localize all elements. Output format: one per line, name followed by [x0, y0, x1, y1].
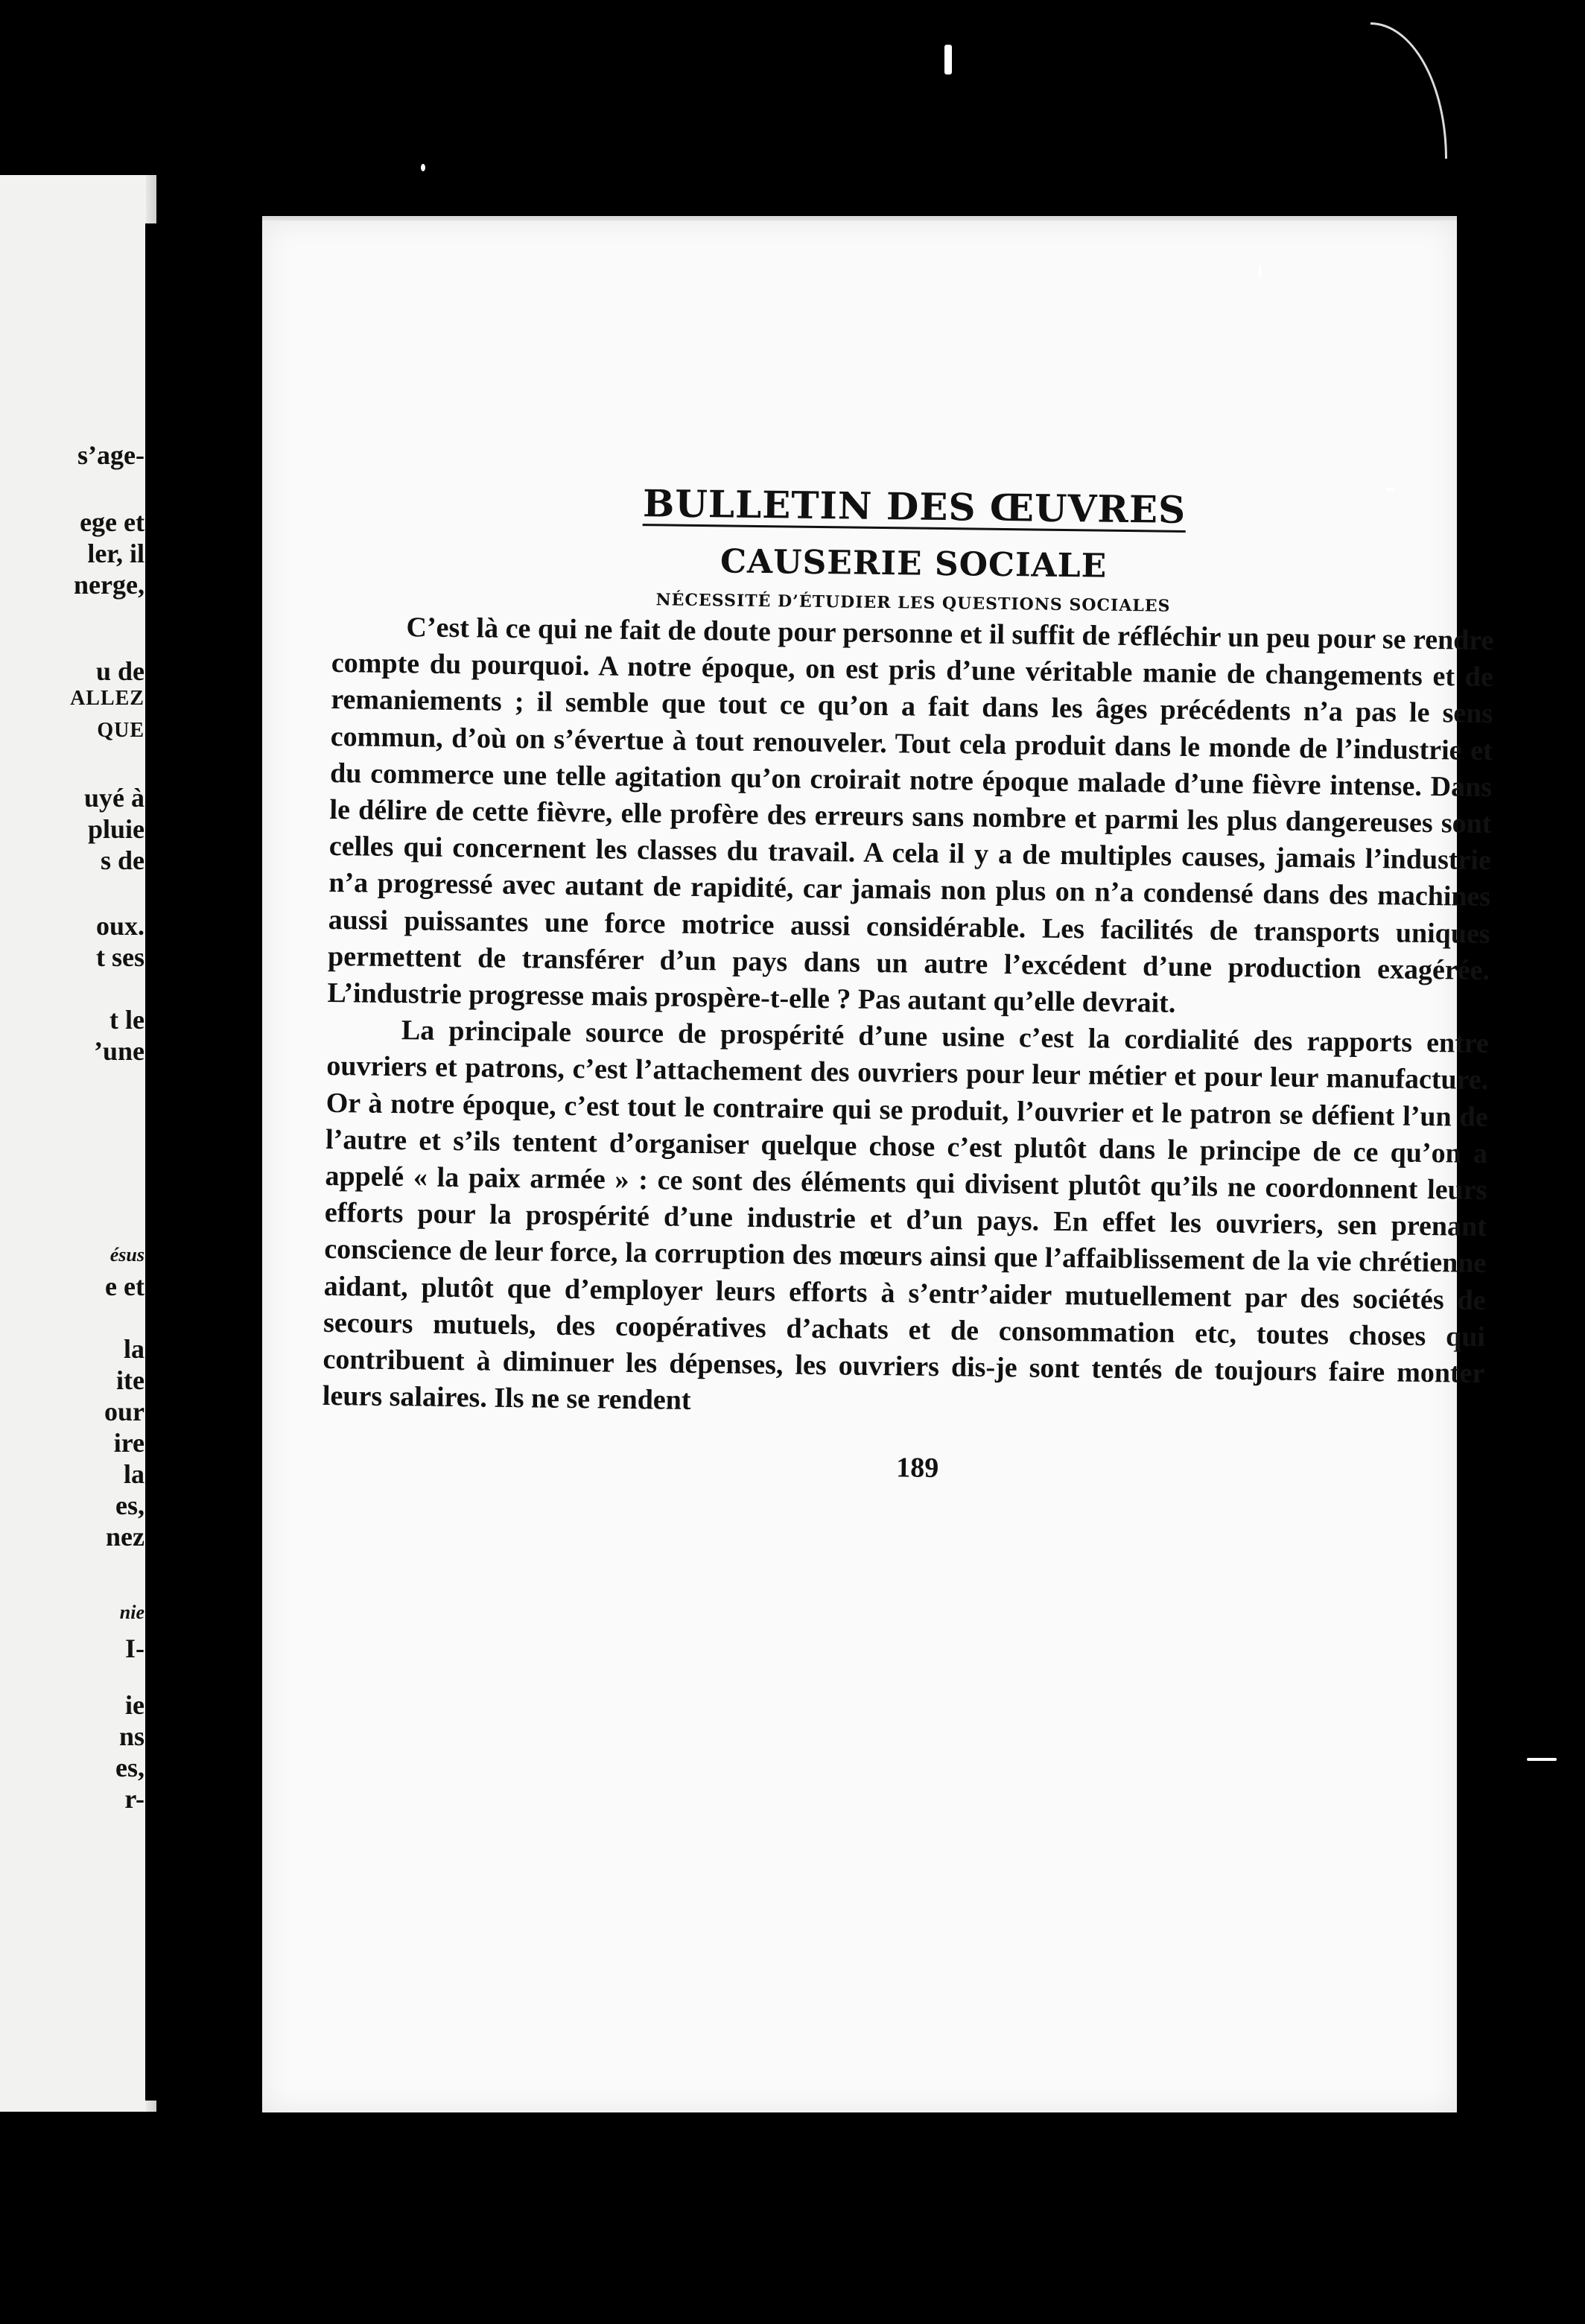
book-page	[262, 220, 1494, 2112]
facing-page-fragment	[0, 175, 156, 2112]
facing-page-line: ire	[113, 1428, 144, 1458]
article-subtitle: NÉCESSITÉ D’ÉTUDIER LES QUESTIONS SOCIALES	[655, 590, 1171, 616]
facing-page-line: ’une	[93, 1036, 144, 1066]
section-title: CAUSERIE SOCIALE	[720, 542, 1108, 585]
journal-title: BULLETIN DES ŒUVRES	[642, 481, 1187, 532]
facing-page-line: t ses	[96, 942, 144, 972]
facing-page-line: la	[123, 1459, 144, 1489]
facing-page-line: nie	[119, 1601, 144, 1623]
facing-page-line: ésus	[109, 1244, 144, 1266]
paragraph: La principale source de prospérité d’une usine c’est la cordialité des rapports entre ouvriers et patrons, c’est l’attachement des ouvriers pour leur métier et pour leur manufacture. Or à notre époque, c’est tout le contraire qui se produit, l’ouvrier et le patron se défient l’un de l’autre et s’ils tentent d’organiser quelque chose c’est plutôt dans le principe de ce qu’on a appelé « la paix armée » : ce sont des éléments qui divisent plutôt qu’ils ne coordonnent leurs efforts pour la prospérité d’une industrie et d’un pays. En effet les ouvriers, sen prenant conscience de leur force, la corruption des mœurs ainsi que l’affaiblissement de la vie chrétienne aidant, plutôt que d’employer leurs efforts à s’entr’aider mutuellement par des sociétés de secours mutuels, des coopératives d’achats et de consommation etc, toutes choses qui contribuent à diminuer les dépenses, les ouvriers dis-je sont tentés de toujours faire monter leurs salaires. Ils ne se rendent	[322, 1015, 1490, 1417]
facing-page-line: la	[123, 1334, 144, 1364]
book-gutter	[145, 223, 175, 2101]
facing-page-line: es,	[115, 1753, 144, 1782]
film-speck	[421, 164, 425, 171]
facing-page-line: ege et	[80, 507, 144, 537]
facing-page-line: r-	[124, 1784, 144, 1814]
facing-page-line: s’age-	[77, 440, 144, 470]
facing-page-line: uyé à	[84, 783, 144, 813]
facing-page-line: pluie	[87, 814, 144, 844]
facing-page-line: oux.	[95, 911, 144, 941]
film-speck	[1385, 488, 1394, 491]
film-speck	[1259, 264, 1262, 278]
facing-page-line: ie	[125, 1690, 144, 1720]
facing-page-line: ler, il	[87, 539, 144, 568]
facing-page-line: s de	[100, 845, 144, 875]
paragraph: C’est là ce qui ne fait de doute pour personne et il suffit de réfléchir un peu pour se rendre compte du pourquoi. A notre époque, on est pris d’une véritable manie de changements et de remaniements ; il semble que tout ce qu’on a fait dans les âges précédents n’a pas le sens commun, d’où on s’évertue à tout renouveler. Tout cela produit dans le monde de l’industrie et du commerce une telle agitation qu’on croirait notre époque malade d’une fièvre intense. Dans le délire de cette fièvre, elle profère des erreurs sans nombre et parmi les plus dangereuses sont celles qui concernent les classes du travail. A cela il y a de multiples causes, jamais l’industrie n’a progressé avec autant de rapidité, car jamais non plus on n’a condensé dans des machines aussi puissantes une force motrice aussi considérable. Les facilités de transports uniques permettent de transférer d’un pays dans un autre l’excédent d’une production exagérée. L’industrie progresse mais prospère-t-elle ? Pas autant qu’elle devrait.	[327, 612, 1494, 1019]
facing-page-line: QUE	[97, 719, 144, 742]
facing-page-line: nerge,	[74, 570, 144, 600]
facing-page-line: ALLEZ	[70, 687, 144, 710]
facing-page-line: es,	[115, 1490, 144, 1520]
film-speck	[944, 45, 952, 74]
facing-page-line: our	[104, 1397, 144, 1426]
facing-page-line: nez	[106, 1522, 144, 1552]
facing-page-line: ns	[118, 1721, 144, 1751]
film-speck	[1527, 1758, 1557, 1761]
page-number: 189	[896, 1452, 939, 1485]
facing-page-line: t le	[109, 1005, 144, 1035]
facing-page-line: ite	[116, 1365, 144, 1395]
facing-page-line: u de	[95, 656, 144, 686]
facing-page-line: I-	[125, 1634, 144, 1663]
facing-page-line: e et	[105, 1271, 144, 1301]
article	[322, 477, 1496, 1491]
